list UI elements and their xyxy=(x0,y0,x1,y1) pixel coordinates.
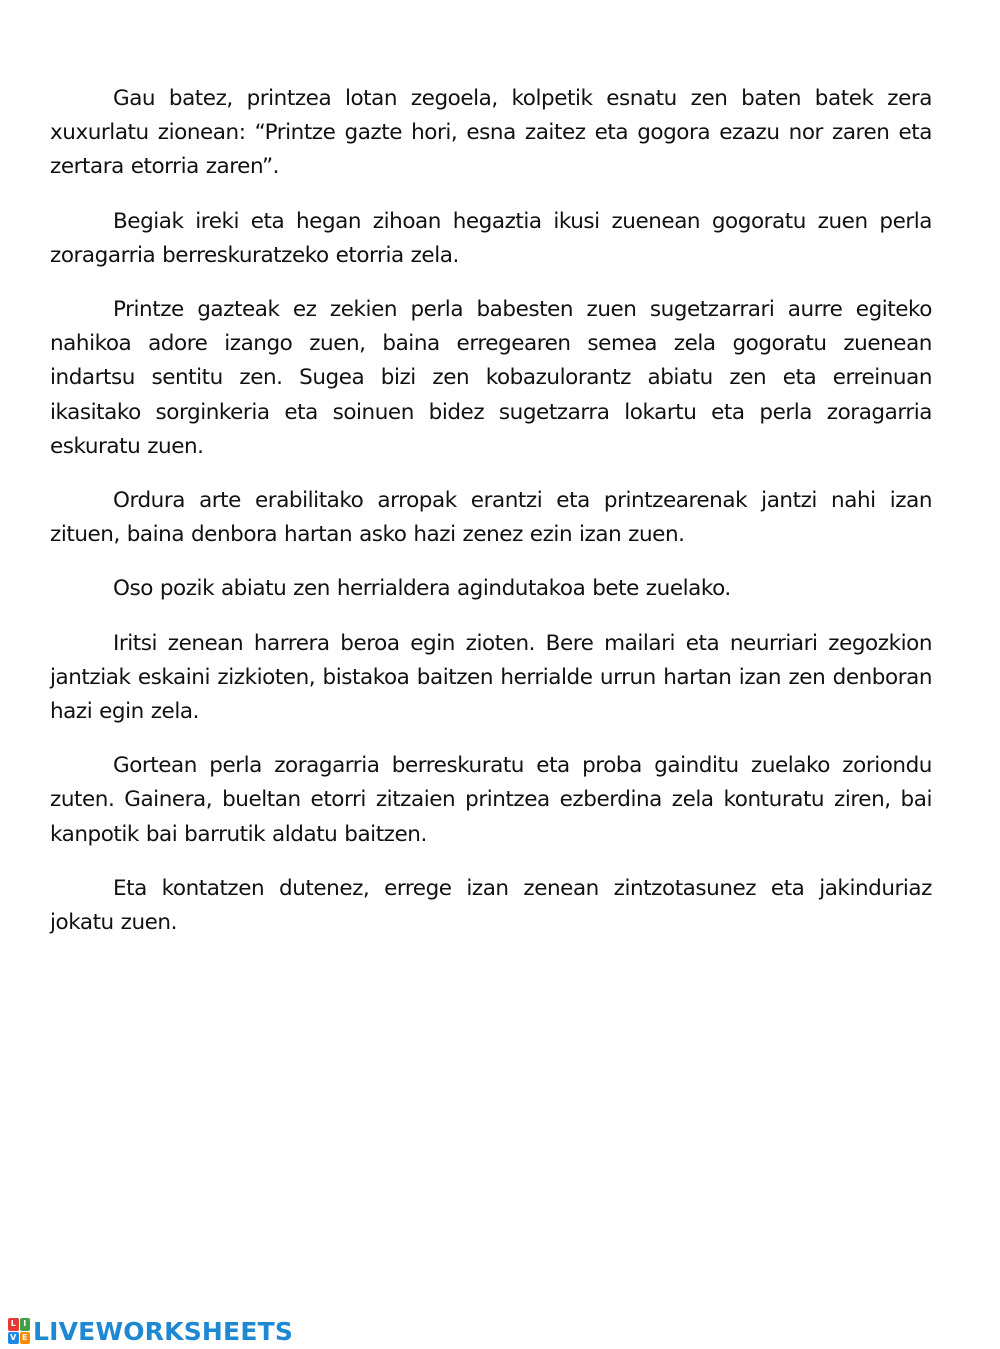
logo-letter-l: L xyxy=(8,1318,19,1331)
logo-letter-e: E xyxy=(20,1332,31,1345)
logo-letter-v: V xyxy=(8,1332,19,1345)
story-paragraph-3: Printze gazteak ez zekien perla babesten zuen sugetzarrari aurre egiteko nahikoa adore izango zuen, baina erregearen semea zela gogoratu zuenean indartsu sentitu zen. Sugea bizi zen kobazulorantz abiatu zen eta erreinuan ikasitako sorginkeria eta soinuen bidez sugetzarra lokartu eta perla zoragarria eskuratu zuen. xyxy=(50,297,932,459)
story-paragraph-1: Gau batez, printzea lotan zegoela, kolpetik esnatu zen baten batek zera xuxurlatu zionean: “Printze gazte hori, esna zaitez eta gogora ezazu nor zaren eta zertara etorria zaren”. xyxy=(50,86,932,180)
story-paragraph-6: Iritsi zenean harrera beroa egin zioten. Bere mailari eta neurriari zegozkion jantziak eskaini zizkioten, bistakoa baitzen herrialde urrun hartan izan zen denboran hazi egin zela. xyxy=(50,630,932,725)
story-paragraph-7: Gortean perla zoragarria berreskuratu eta proba gainditu zuelako zoriondu zuten. Gainera, bueltan etorri zitzaien printzea ezberdina zela konturatu ziren, bai kanpotik bai barrutik aldatu baitzen. xyxy=(50,753,932,847)
worksheet-page xyxy=(50,82,932,960)
story-paragraph-2: Begiak ireki eta hegan zihoan hegaztia ikusi zuenean gogoratu zuen perla zoragarria berreskuratzeko etorria zela. xyxy=(50,208,932,268)
liveworksheets-mark-icon xyxy=(8,1318,30,1344)
story-paragraph-5: Oso pozik abiatu zen herrialdera agindutakoa bete zuelako. xyxy=(113,576,731,602)
liveworksheets-logo xyxy=(8,1314,293,1348)
logo-text: LIVEWORKSHEETS xyxy=(33,1316,294,1346)
logo-letter-i: I xyxy=(20,1318,31,1331)
story-paragraph-4: Ordura arte erabilitako arropak erantzi eta printzearenak jantzi nahi izan zituen, baina denbora hartan asko hazi zenez ezin izan zuen. xyxy=(50,488,932,548)
story-paragraph-8: Eta kontatzen dutenez, errege izan zenean zintzotasunez eta jakinduriaz jokatu zuen. xyxy=(50,875,932,936)
